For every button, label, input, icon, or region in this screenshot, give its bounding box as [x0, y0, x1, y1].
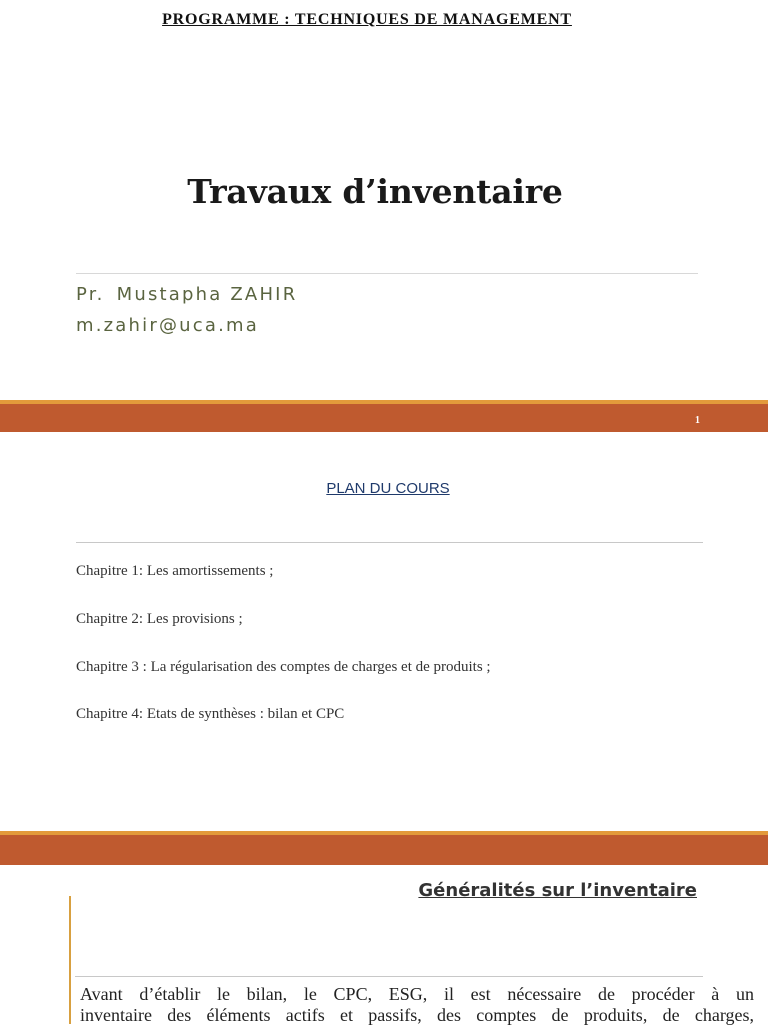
author-prefix: Pr. — [76, 284, 105, 305]
chapter-item: Chapitre 4: Etats de synthèses : bilan et CPC — [76, 706, 345, 722]
chapter-item: Chapitre 2: Les provisions ; — [76, 611, 243, 627]
plan-title: PLAN DU COURS — [326, 480, 450, 497]
body-line: Avant d’établir le bilan, le CPC, ESG, il est nécessaire de procéder à un — [80, 984, 754, 1004]
chapter-item: Chapitre 1: Les amortissements ; — [76, 563, 274, 579]
slide-separator-band — [0, 831, 768, 865]
author-email: m.zahir@uca.ma — [76, 315, 259, 336]
section-divider — [75, 976, 703, 977]
slide-title: Travaux d’inventaire — [187, 172, 563, 211]
page-number: 1 — [695, 415, 700, 426]
author-line — [76, 284, 297, 305]
slide-footer-band — [0, 400, 768, 432]
plan-divider — [76, 542, 703, 543]
body-line: inventaire des éléments actifs et passifs, des comptes de produits, de charges, — [80, 1005, 754, 1025]
programme-heading: PROGRAMME : TECHNIQUES DE MANAGEMENT — [162, 11, 572, 28]
chapter-item: Chapitre 3 : La régularisation des comptes de charges et de produits ; — [76, 659, 491, 675]
body-paragraph — [80, 984, 754, 1026]
title-divider — [76, 273, 698, 274]
accent-vertical-line — [69, 896, 71, 1024]
author-name: Mustapha ZAHIR — [116, 284, 298, 305]
section-title: Généralités sur l’inventaire — [418, 880, 697, 901]
